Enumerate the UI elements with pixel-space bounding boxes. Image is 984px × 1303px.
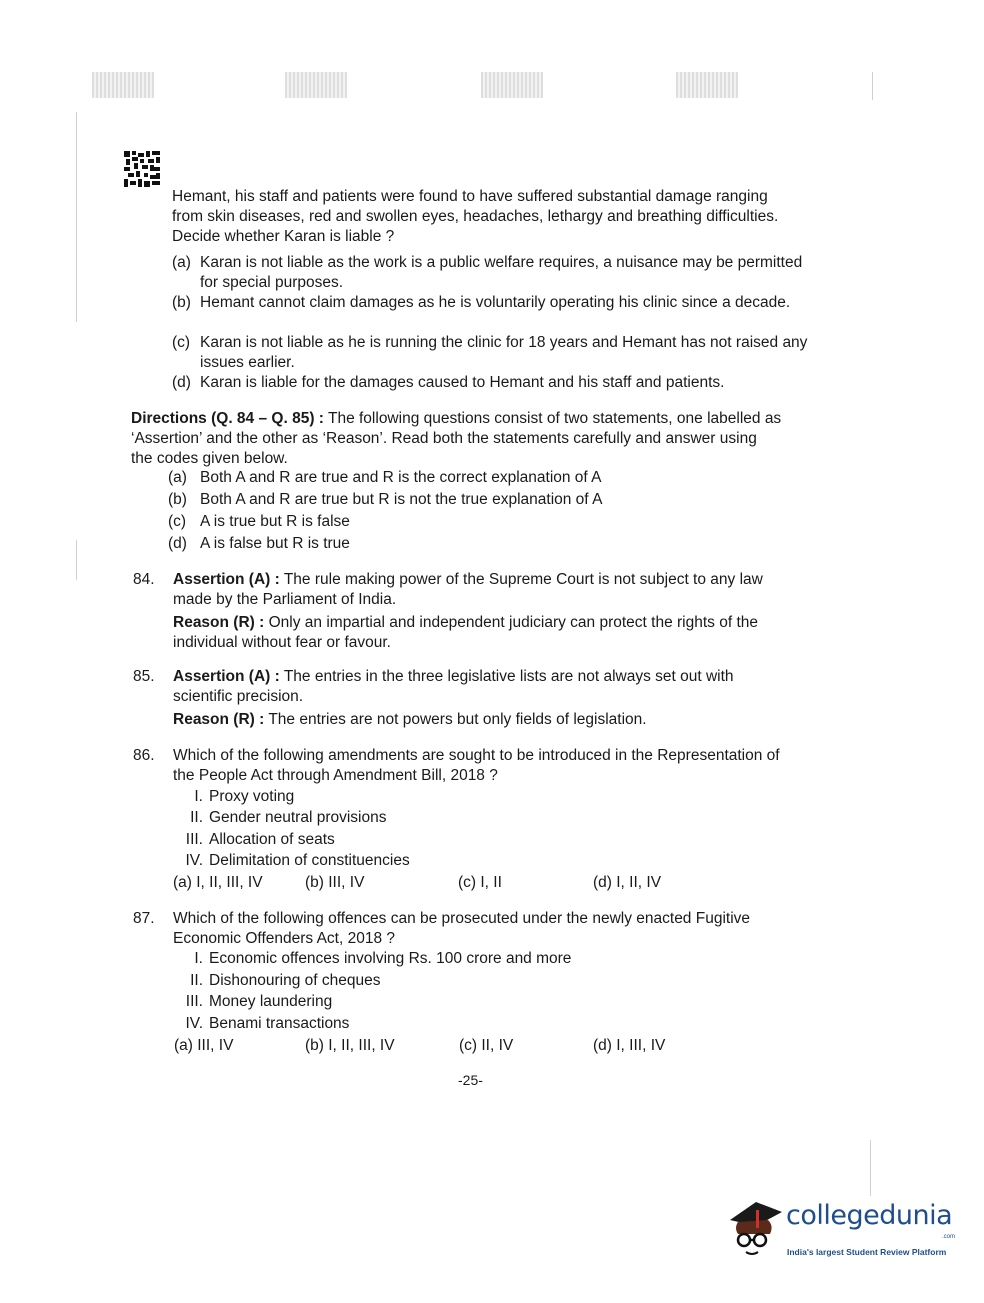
- reason-text: The entries are not powers but only fields of legislation.: [268, 711, 647, 728]
- q86-number: 86.: [133, 747, 155, 764]
- scan-line: [872, 72, 873, 100]
- qr-code-icon: [124, 151, 160, 187]
- scan-line: [870, 1140, 871, 1196]
- option-label: (b): [172, 294, 191, 311]
- option-text: Hemant cannot claim damages as he is voluntarily operating his clinic since a decade.: [200, 294, 791, 311]
- q86-choice-b: (b) III, IV: [305, 874, 365, 891]
- scan-line: [76, 112, 77, 322]
- code-text: A is true but R is false: [200, 513, 350, 530]
- q87-text: Which of the following offences can be prosecuted under the newly enacted Fugitive Economic Offenders Act, 2018 ?: [173, 910, 751, 947]
- item-text: Money laundering: [209, 993, 333, 1010]
- logo-wordmark: collegedunia: [786, 1200, 953, 1231]
- item-text: Benami transactions: [209, 1015, 350, 1032]
- option-text: Karan is not liable as he is running the clinic for 18 years and Hemant has not raised any issues earlier.: [200, 334, 808, 371]
- reason-label: Reason (R) :: [173, 711, 265, 728]
- option-text: Karan is liable for the damages caused to Hemant and his staff and patients.: [200, 374, 725, 391]
- q83-option-b: [172, 293, 810, 313]
- item-numeral: IV.: [185, 1015, 203, 1032]
- item-numeral: II.: [190, 972, 203, 989]
- item-numeral: I.: [194, 788, 203, 805]
- q87-choice-c: (c) II, IV: [459, 1037, 514, 1054]
- q87-number: 87.: [133, 910, 155, 927]
- code-a: [168, 468, 602, 488]
- q85-reason: [173, 710, 785, 730]
- assertion-label: Assertion (A) :: [173, 668, 280, 685]
- item-text: Gender neutral provisions: [209, 809, 387, 826]
- code-b: [168, 490, 602, 510]
- q86-choice-d: (d) I, II, IV: [593, 874, 662, 891]
- item-numeral: I.: [194, 950, 203, 967]
- scan-mark: [676, 72, 738, 98]
- option-text: Karan is not liable as the work is a public welfare requires, a nuisance may be permitted for special purposes.: [200, 254, 803, 291]
- code-label: (d): [168, 535, 187, 552]
- scan-mark: [92, 72, 154, 98]
- q86-text: Which of the following amendments are sought to be introduced in the Representation of the People Act through Amendment Bill, 2018 ?: [173, 747, 780, 784]
- reason-label: Reason (R) :: [173, 614, 265, 631]
- collegedunia-mascot-icon: [726, 1198, 784, 1260]
- scan-mark: [285, 72, 347, 98]
- scan-mark: [481, 72, 543, 98]
- directions-heading: Directions (Q. 84 – Q. 85) :: [131, 410, 324, 427]
- logo-tagline: India's largest Student Review Platform: [787, 1247, 947, 1257]
- q87-item: [173, 971, 380, 991]
- item-numeral: II.: [190, 809, 203, 826]
- code-text: Both A and R are true and R is the correct explanation of A: [200, 469, 602, 486]
- q87-choice-d: (d) I, III, IV: [593, 1037, 666, 1054]
- code-text: A is false but R is true: [200, 535, 350, 552]
- q85-number: 85.: [133, 668, 155, 685]
- q83-text: Hemant, his staff and patients were found to have suffered substantial damage ranging from skin diseases, red and swollen eyes, headaches, lethargy and breathing difficulties. Decide whether Karan is liable ?: [172, 188, 779, 245]
- q86-item: [173, 787, 294, 807]
- item-numeral: IV.: [185, 852, 203, 869]
- q87-item: [173, 949, 571, 969]
- q86-item: [173, 808, 387, 828]
- q87-item: [173, 992, 332, 1012]
- code-label: (a): [168, 469, 187, 486]
- q83-option-d: [172, 373, 810, 393]
- item-text: Dishonouring of cheques: [209, 972, 381, 989]
- code-d: [168, 534, 350, 554]
- item-text: Delimitation of constituencies: [209, 852, 410, 869]
- q87-choice-b: (b) I, II, III, IV: [305, 1037, 395, 1054]
- code-label: (b): [168, 491, 187, 508]
- directions-text: The following questions consist of two statements, one labelled as ‘Assertion’ and the other as ‘Reason’. Read both the statements carefully and answer using the codes given below.: [131, 410, 782, 467]
- reason-text: Only an impartial and independent judiciary can protect the rights of the individual without fear or favour.: [173, 614, 759, 651]
- q86-item: [173, 851, 410, 871]
- item-text: Proxy voting: [209, 788, 295, 805]
- option-label: (a): [172, 254, 191, 271]
- assertion-text: The rule making power of the Supreme Court is not subject to any law made by the Parliament of India.: [173, 571, 763, 608]
- directions-block: [131, 409, 782, 469]
- assertion-text: The entries in the three legislative lists are not always set out with scientific precision.: [173, 668, 734, 705]
- scan-line: [76, 540, 77, 580]
- q84-number: 84.: [133, 571, 155, 588]
- q86-item: [173, 830, 335, 850]
- q85-assertion: [173, 667, 785, 707]
- option-label: (d): [172, 374, 191, 391]
- q83-option-c: [172, 333, 810, 373]
- code-label: (c): [168, 513, 187, 530]
- assertion-label: Assertion (A) :: [173, 571, 280, 588]
- q87-choice-a: (a) III, IV: [174, 1037, 234, 1054]
- code-text: Both A and R are true but R is not the true explanation of A: [200, 491, 603, 508]
- item-text: Allocation of seats: [209, 831, 335, 848]
- item-numeral: III.: [185, 993, 203, 1010]
- item-numeral: III.: [185, 831, 203, 848]
- q86-choice-c: (c) I, II: [458, 874, 502, 891]
- q87-item: [173, 1014, 349, 1034]
- q83-option-a: [172, 253, 810, 293]
- q84-reason: [173, 613, 785, 653]
- code-c: [168, 512, 350, 532]
- page-number: -25-: [458, 1072, 483, 1088]
- option-label: (c): [172, 334, 191, 351]
- item-text: Economic offences involving Rs. 100 crore and more: [209, 950, 572, 967]
- q84-assertion: [173, 570, 785, 610]
- logo-dotcom: .com: [942, 1234, 956, 1240]
- q86-choice-a: (a) I, II, III, IV: [173, 874, 263, 891]
